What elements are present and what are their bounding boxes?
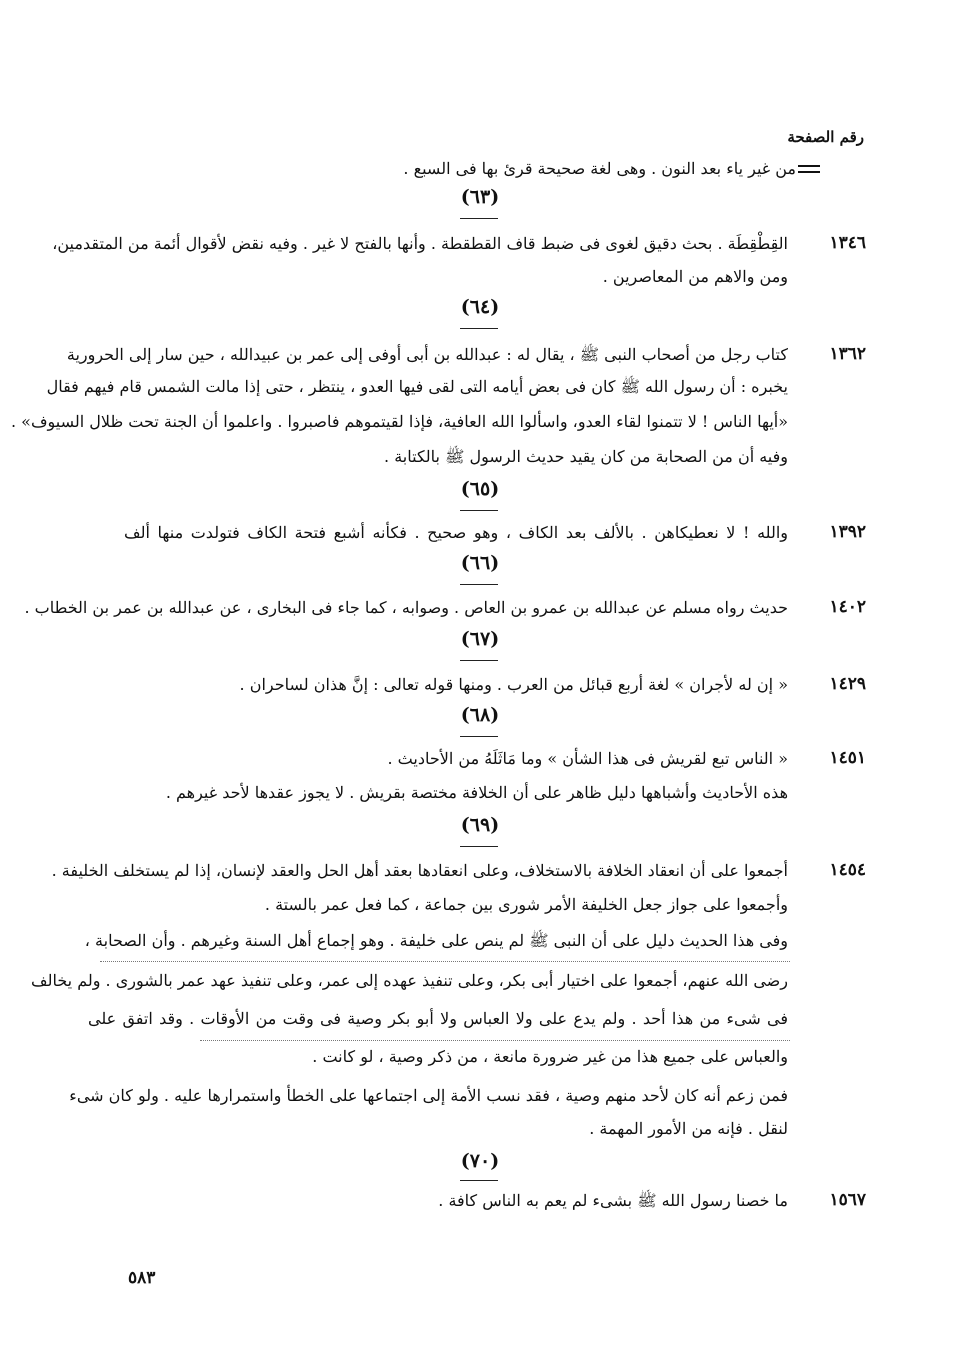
entry-line: لنقل . فإنه من الأمور المهمة . (589, 1119, 788, 1138)
entry-page-number: ١٤٥١ (829, 748, 866, 768)
entry-line: «أيها الناس ! لا تتمنوا لقاء العدو، واسألوا الله العافية، فإذا لقيتموهم فاصبروا . واعلموا أن الجنة تحت ظلال السيوف» . (10, 412, 788, 431)
entry-line: وفى هذا الحديث دليل على أن النبى ﷺ لم ينص على خليفة . وهو إجماع أهل السنة وغيرهم . وأن الصحابة ، (84, 931, 788, 950)
entry-line: والله ! لا نعطيكاهن . بالألف بعد الكاف ، وهو صحيح . فكأنه أشبع فتحة الكاف فتولدت منها ألف (124, 523, 788, 542)
entry-line: والعباس على جميع هذا من غير ضرورة مانعة ، من ذكر وصية ، لو كانت . (312, 1047, 788, 1066)
dotted-rule (100, 961, 790, 962)
entry-line: « الناس تبع لقريش فى هذا الشأن » وما مَاثَلَهُ من الأحاديث . (387, 749, 788, 768)
section-number: (٦٦) (460, 552, 500, 574)
section-rule (460, 736, 498, 737)
column-header: رقم الصفحة (787, 128, 864, 146)
section-number: (٦٣) (460, 186, 500, 208)
section-number: (٦٤) (460, 296, 500, 318)
entry-page-number: ١٥٦٧ (829, 1190, 866, 1210)
page-number: ٥٨٣ (128, 1268, 156, 1288)
entry-line: ومن والاهم من المعاصرين . (602, 267, 788, 286)
entry-line: وفيه أن من الصحابة من كان يقيد حديث الرسول ﷺ بالكتابة . (384, 447, 788, 466)
entry-line: حديث رواه مسلم عن عبدالله بن عمرو بن العاص . وصوابه ، كما جاء فى البخارى ، عن عبدالله بن عمر بن الخطاب . (24, 598, 788, 617)
section-number: (٦٨) (460, 704, 500, 726)
entry-page-number: ١٣٤٦ (829, 233, 866, 253)
entry-line: هذه الأحاديث وأشباهها دليل ظاهر على أن الخلافة مختصة بقريش . لا يجوز عقدها لأحد غيرهم . (165, 783, 788, 802)
entry-line: كتاب رجل من أصحاب النبى ﷺ ، يقال له : عبدالله بن أبى أوفى إلى عمر بن عبيدالله ، حين سار إلى الحرورية (66, 345, 788, 364)
continuation-line: من غير ياء بعد النون . وهى لغة صحيحة قرئ بها فى السبع . (403, 159, 796, 178)
entry-line: « إن له لأجران » لغة أربع قبائل من العرب . ومنها قوله تعالى : إنَّ هذان لساحران . (239, 675, 788, 694)
entry-line: القِطْقِطَة . بحث دقيق لغوى فى ضبط قاف القطقطة . وأنها بالفتح لا غير . وفيه نقض لأقوال أئمة من المتقدمين، (52, 234, 788, 253)
section-rule (460, 660, 498, 661)
entry-page-number: ١٤٥٤ (829, 860, 866, 880)
section-rule (460, 584, 498, 585)
entry-page-number: ١٤٢٩ (829, 674, 866, 694)
section-rule (460, 1180, 498, 1181)
section-number: (٧٠) (460, 1150, 500, 1172)
section-rule (460, 510, 498, 511)
section-rule (460, 846, 498, 847)
entry-line: يخبره : أن رسول الله ﷺ كان فى بعض أيامه التى لقى فيها العدو ، ينتظر ، حتى إذا مالت الشمس قام فيهم فقال (46, 377, 788, 396)
entry-page-number: ١٣٦٢ (829, 344, 866, 364)
section-rule (460, 328, 498, 329)
section-rule (460, 218, 498, 219)
dotted-rule (200, 1040, 790, 1041)
entry-line: وأجمعوا على جواز جعل الخليفة الأمر شورى بين جماعة ، كما فعل عمر بالستة . (264, 895, 788, 914)
section-number: (٦٥) (460, 478, 500, 500)
section-number: (٦٧) (460, 628, 500, 650)
entry-line: ما خصنا رسول الله ﷺ بشىء لم يعم به الناس كافة . (438, 1191, 788, 1210)
continuation-mark (798, 165, 820, 173)
entry-line: فمن زعم أنه كان لأحد منهم وصية ، فقد نسب الأمة إلى اجتماعها على الخطأ واستمرارها عليه . ولو كان شىء (69, 1086, 788, 1105)
entry-line: أجمعوا على أن انعقاد الخلافة بالاستخلاف، وعلى انعقادها بعقد أهل الحل والعقد لإنسان، إذا لم يستخلف الخليفة . (51, 861, 788, 880)
entry-line: رضى الله عنهم، أجمعوا على اختيار أبى بكر، وعلى تنفيذ عهده إلى عمر، وعلى تنفيذ عهد عمر بالشورى . ولم يخالف (31, 971, 788, 990)
entry-page-number: ١٣٩٢ (829, 522, 866, 542)
section-number: (٦٩) (460, 814, 500, 836)
entry-page-number: ١٤٠٢ (829, 597, 866, 617)
entry-line: فى شىء من هذا أحد . ولم يدع على ولا العباس ولا أبو بكر وصية فى وقت من الأوقات . وقد اتفق على (88, 1009, 788, 1028)
